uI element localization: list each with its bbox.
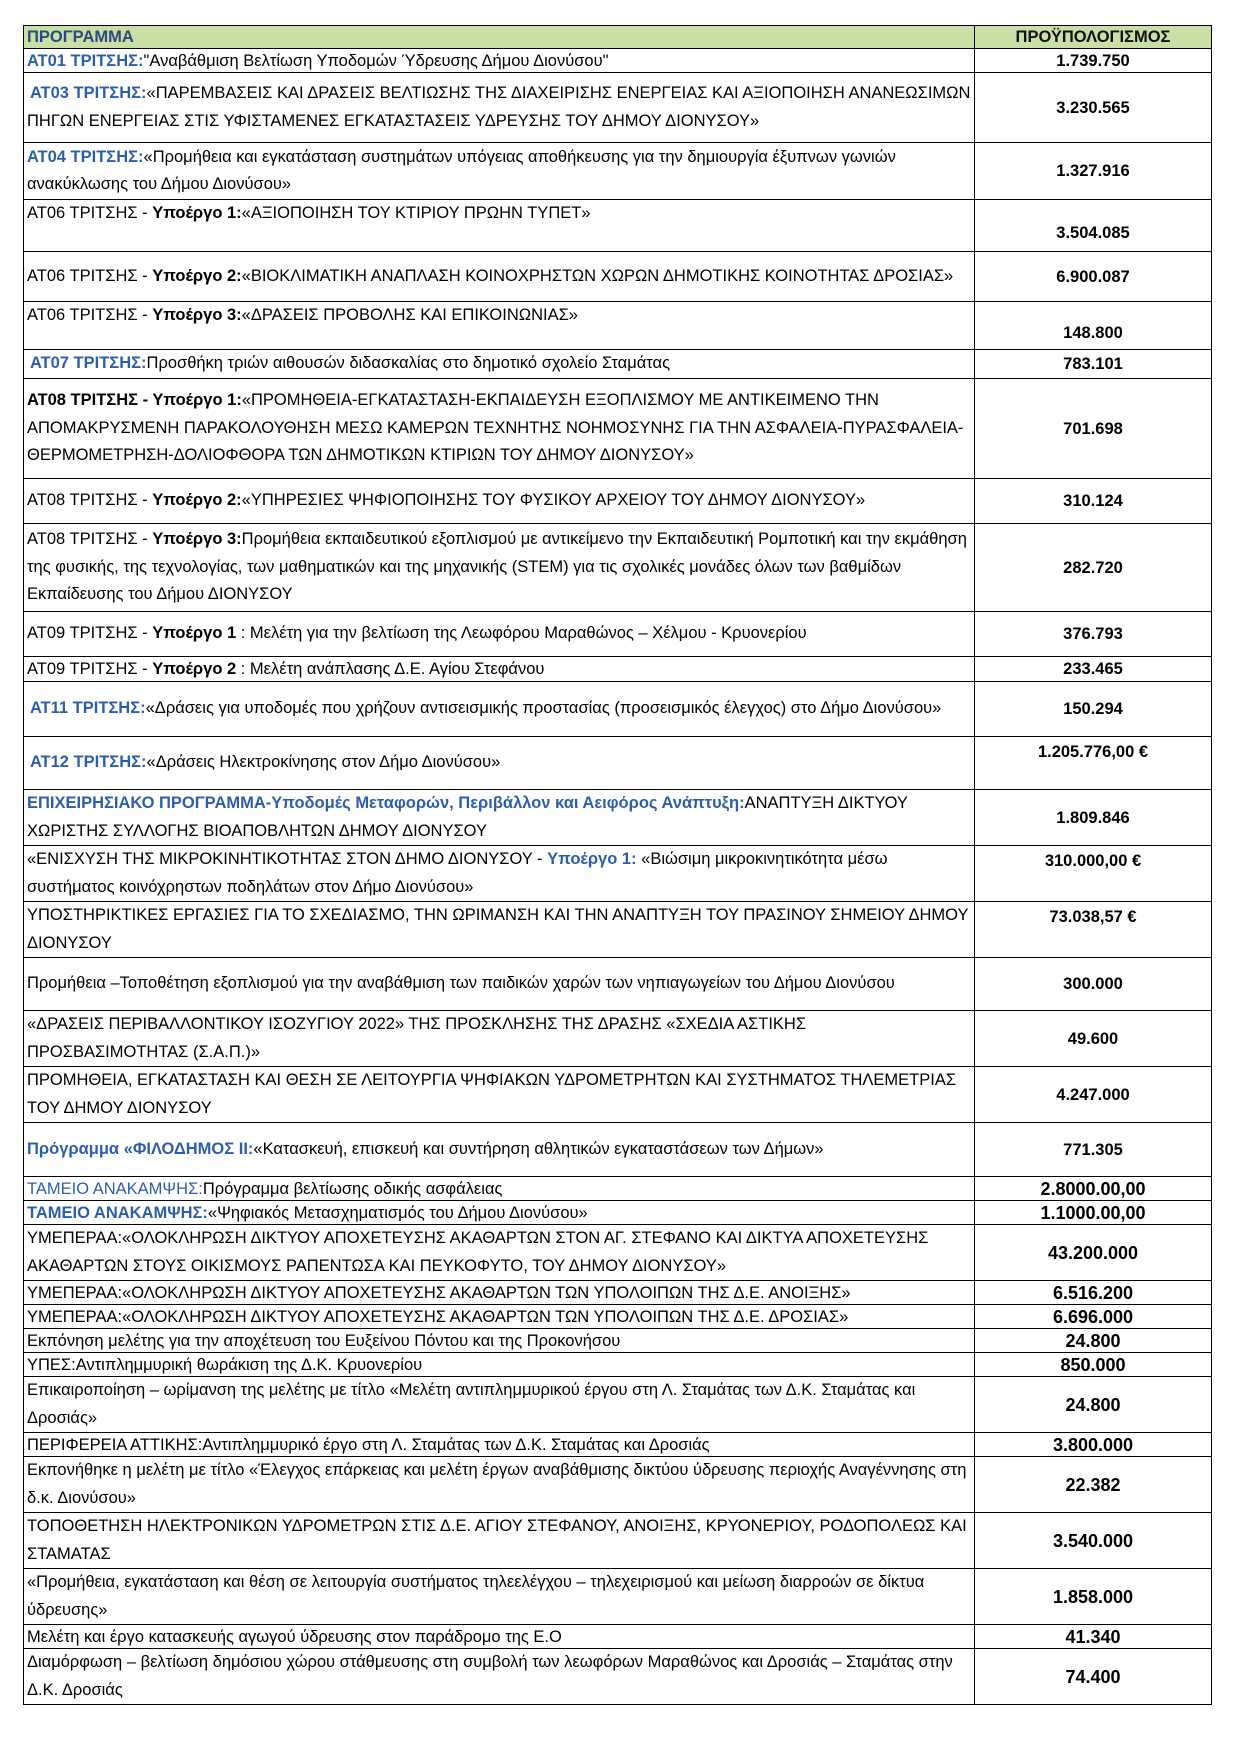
program-cell xyxy=(24,1201,975,1225)
budget-cell: 233.465 xyxy=(975,657,1212,682)
subproject-label: Υποέργο 3: xyxy=(152,306,242,324)
table-row xyxy=(24,1329,1212,1353)
budget-cell: 6.516.200 xyxy=(975,1281,1212,1305)
table-row xyxy=(24,1067,1212,1123)
table-row xyxy=(24,252,1212,302)
program-cell: ΠΕΡΙΦΕΡΕΙΑ ΑΤΤΙΚΗΣ:Αντιπλημμυρικό έργο στη Λ. Σταμάτας των Δ.Κ. Σταμάτας και Δροσιάς xyxy=(24,1433,975,1457)
program-cell xyxy=(24,612,975,657)
program-text: Προσθήκη τριών αιθουσών διδασκαλίας στο δημοτικό σχολείο Σταμάτας xyxy=(146,354,671,373)
program-text: «ΠΑΡΕΜΒΑΣΕΙΣ ΚΑΙ ΔΡΑΣΕΙΣ ΒΕΛΤΙΩΣΗΣ ΤΗΣ ΔΙΑΧΕΙΡΙΣΗΣ ΕΝΕΡΓΕΙΑΣ ΚΑΙ ΑΞΙΟΠΟΙΗΣΗ ΑΝΑΝΕΩΣΙΜΩΝ ΠΗΓΩΝ ΕΝΕΡΓΕΙΑΣ ΣΤΙΣ ΥΦΙΣΤΑΜΕΝΕΣ ΕΓΚΑΤΑΣΤΑΣΕΙΣ ΥΔΡΕΥΣΗΣ ΤΟΥ ΔΗΜΟΥ ΔΙΟΝΥΣΟΥ» xyxy=(27,84,971,130)
table-row xyxy=(24,1513,1212,1569)
program-code: ΤΑΜΕΙΟ ΑΝΑΚΑΜΨΗΣ: xyxy=(27,1203,208,1222)
program-cell xyxy=(24,200,975,252)
budget-cell: 310.124 xyxy=(975,479,1212,524)
program-text: : Μελέτη για την βελτίωση της Λεωφόρου Μαραθώνος – Χέλμου - Κρυονερίου xyxy=(236,624,807,643)
program-code: ΑΤ01 ΤΡΙΤΣΗΣ: xyxy=(27,51,144,70)
table-row xyxy=(24,1201,1212,1225)
table-row xyxy=(24,1123,1212,1177)
program-text: ΑΝΑΠΤΥΞΗ ΔΙΚΤΥΟΥ ΧΩΡΙΣΤΗΣ ΣΥΛΛΟΓΗΣ ΒΙΟΑΠΟΒΛΗΤΩΝ ΔΗΜΟΥ ΔΙΟΝΥΣΟΥ xyxy=(27,794,908,840)
budget-cell: 2.8000.00,00 xyxy=(975,1177,1212,1201)
program-cell xyxy=(24,350,975,379)
program-cell xyxy=(24,302,975,350)
program-prefix: ΑΤ09 ΤΡΙΤΣΗΣ - xyxy=(27,624,153,643)
budget-cell: 148.800 xyxy=(975,302,1212,350)
subproject-label: Υποέργο 1: xyxy=(547,850,637,868)
header-budget: ΠΡΟΫΠΟΛΟΓΙΣΜΟΣ xyxy=(975,26,1212,49)
program-text: «Δράσεις Ηλεκτροκίνησης στον Δήμο Διονύσου» xyxy=(146,753,501,772)
table-row xyxy=(24,1649,1212,1705)
program-text: «ΔΡΑΣΕΙΣ ΠΡΟΒΟΛΗΣ ΚΑΙ ΕΠΙΚΟΙΝΩΝΙΑΣ» xyxy=(241,306,578,324)
table-row xyxy=(24,1281,1212,1305)
program-text: «Ψηφιακός Μετασχηματισμός του Δήμου Διονύσου» xyxy=(207,1203,588,1222)
table-row xyxy=(24,1305,1212,1329)
program-cell: «ΔΡΑΣΕΙΣ ΠΕΡΙΒΑΛΛΟΝΤΙΚΟΥ ΙΣΟΖΥΓΙΟΥ 2022» ΤΗΣ ΠΡΟΣΚΛΗΣΗΣ ΤΗΣ ΔΡΑΣΗΣ «ΣΧΕΔΙΑ ΑΣΤΙΚΗΣ ΠΡΟΣΒΑΣΙΜΟΤΗΤΑΣ (Σ.Α.Π.)» xyxy=(24,1011,975,1067)
program-cell xyxy=(24,524,975,612)
budget-cell: 73.038,57 € xyxy=(975,902,1212,958)
program-text: «ΑΞΙΟΠΟΙΗΣΗ ΤΟΥ ΚΤΙΡΙΟΥ ΠΡΩΗΝ ΤΥΠΕΤ» xyxy=(241,204,591,222)
program-code: ΑΤ12 ΤΡΙΤΣΗΣ: xyxy=(30,753,147,772)
budget-cell: 43.200.000 xyxy=(975,1225,1212,1281)
table-row xyxy=(24,682,1212,737)
program-code: Πρόγραμμα «ΦΙΛΟΔΗΜΟΣ ΙΙ: xyxy=(27,1139,254,1158)
program-prefix: «ΕΝΙΣΧΥΣΗ ΤΗΣ ΜΙΚΡΟΚΙΝΗΤΙΚΟΤΗΤΑΣ ΣΤΟΝ ΔΗΜΟ ΔΙΟΝΥΣΟΥ - xyxy=(27,850,548,868)
program-cell xyxy=(24,1123,975,1177)
program-cell: ΥΜΕΠΕΡΑΑ:«ΟΛΟΚΛΗΡΩΣΗ ΔΙΚΤΥΟΥ ΑΠΟΧΕΤΕΥΣΗΣ ΑΚΑΘΑΡΤΩΝ ΣΤΟΝ ΑΓ. ΣΤΕΦΑΝΟ ΚΑΙ ΔΙΚΤΥΑ ΑΠΟΧΕΤΕΥΣΗΣ ΑΚΑΘΑΡΤΩΝ ΣΤΟΥΣ ΟΙΚΙΣΜΟΥΣ ΡΑΠΕΝΤΩΣΑ ΚΑΙ ΠΕΥΚΟΦΥΤΟ, ΤΟΥ ΔΗΜΟΥ ΔΙΟΝΥΣΟΥ» xyxy=(24,1225,975,1281)
program-cell: ΥΜΕΠΕΡΑΑ:«ΟΛΟΚΛΗΡΩΣΗ ΔΙΚΤΥΟΥ ΑΠΟΧΕΤΕΥΣΗΣ ΑΚΑΘΑΡΤΩΝ ΤΩΝ ΥΠΟΛΟΙΠΩΝ ΤΗΣ Δ.Ε. ΑΝΟΙΞΗΣ» xyxy=(24,1281,975,1305)
budget-cell: 1.809.846 xyxy=(975,790,1212,846)
program-cell: Εκπόνηση μελέτης για την αποχέτευση του Ευξείνου Πόντου και της Προκονήσου xyxy=(24,1329,975,1353)
budget-cell: 783.101 xyxy=(975,350,1212,379)
program-text: «ΒΙΟΚΛΙΜΑΤΙΚΗ ΑΝΑΠΛΑΣΗ ΚΟΙΝΟΧΡΗΣΤΩΝ ΧΩΡΩΝ ΔΗΜΟΤΙΚΗΣ ΚΟΙΝΟΤΗΤΑΣ ΔΡΟΣΙΑΣ» xyxy=(241,266,954,285)
program-cell xyxy=(24,790,975,846)
table-row xyxy=(24,1457,1212,1513)
table-row xyxy=(24,846,1212,902)
program-prefix: ΑΤ09 ΤΡΙΤΣΗΣ - xyxy=(27,660,153,678)
budget-cell: 74.400 xyxy=(975,1649,1212,1705)
subproject-label: Υποέργο 2: xyxy=(152,266,242,285)
table-row xyxy=(24,302,1212,350)
program-cell: Εκπονήθηκε η μελέτη με τίτλο «Έλεγχος επάρκειας και μελέτη έργων αναβάθμισης δικτύου ύδρευσης περιοχής Αναγέννησης στη δ.κ. Διονύσου» xyxy=(24,1457,975,1513)
budget-cell: 49.600 xyxy=(975,1011,1212,1067)
table-row xyxy=(24,1625,1212,1649)
program-text: «Προμήθεια και εγκατάσταση συστημάτων υπόγειας αποθήκευσης για την δημιουργία έξυπνων γωνιών ανακύκλωσης του Δήμου Διονύσου» xyxy=(27,147,896,193)
program-code: ΑΤ04 ΤΡΙΤΣΗΣ: xyxy=(27,147,144,166)
budget-cell: 1.327.916 xyxy=(975,143,1212,200)
budget-cell: 376.793 xyxy=(975,612,1212,657)
program-cell: ΥΠΕΣ:Αντιπλημμυρική θωράκιση της Δ.Κ. Κρυονερίου xyxy=(24,1353,975,1377)
program-cell xyxy=(24,49,975,73)
budget-cell: 3.540.000 xyxy=(975,1513,1212,1569)
program-text: «ΠΡΟΜΗΘΕΙΑ-ΕΓΚΑΤΑΣΤΑΣΗ-ΕΚΠΑΙΔΕΥΣΗ ΕΞΟΠΛΙΣΜΟΥ ΜΕ ΑΝΤΙΚΕΙΜΕΝΟ ΤΗΝ ΑΠΟΜΑΚΡΥΣΜΕΝΗ ΠΑΡΑΚΟΛΟΥΘΗΣΗ ΜΕΣΩ ΚΑΜΕΡΩΝ ΤΕΧΝΗΤΗΣ ΝΟΗΜΟΣΥΝΗΣ ΓΙΑ ΤΗΝ ΑΣΦΑΛΕΙΑ-ΠΥΡΑΣΦΑΛΕΙΑ-ΘΕΡΜΟΜΕΤΡΗΣΗ-ΔΟΛΙΟΦΘΟΡΑ ΤΩΝ ΔΗΜΟΤΙΚΩΝ ΚΤΙΡΙΩΝ ΤΟΥ ΔΗΜΟΥ ΔΙΟΝΥΣΟΥ» xyxy=(27,391,964,465)
program-cell: ΥΠΟΣΤΗΡΙΚΤΙΚΕΣ ΕΡΓΑΣΙΕΣ ΓΙΑ ΤΟ ΣΧΕΔΙΑΣΜΟ, ΤΗΝ ΩΡΙΜΑΝΣΗ ΚΑΙ ΤΗΝ ΑΝΑΠΤΥΞΗ ΤΟΥ ΠΡΑΣΙΝΟΥ ΣΗΜΕΙΟΥ ΔΗΜΟΥ ΔΙΟΝΥΣΟΥ xyxy=(24,902,975,958)
program-cell xyxy=(24,1177,975,1201)
program-cell: Μελέτη και έργο κατασκευής αγωγού ύδρευσης στον παράδρομο της Ε.Ο xyxy=(24,1625,975,1649)
budget-cell: 22.382 xyxy=(975,1457,1212,1513)
subproject-label: Υποέργο 2 xyxy=(152,660,237,678)
program-cell xyxy=(24,73,975,143)
program-prefix: ΑΤ08 ΤΡΙΤΣΗΣ - xyxy=(27,491,153,510)
program-cell xyxy=(24,737,975,790)
header-program: ΠΡΟΓΡΑΜΜΑ xyxy=(24,26,975,49)
table-row xyxy=(24,350,1212,379)
program-text: : Μελέτη ανάπλασης Δ.Ε. Αγίου Στεφάνου xyxy=(236,660,545,678)
program-cell: «Προμήθεια, εγκατάσταση και θέση σε λειτουργία συστήματος τηλεελέγχου – τηλεχειρισμού και μείωση διαρροών σε δίκτυα ύδρευσης» xyxy=(24,1569,975,1625)
budget-table xyxy=(23,25,1212,1705)
budget-cell: 150.294 xyxy=(975,682,1212,737)
table-row xyxy=(24,1225,1212,1281)
program-cell xyxy=(24,657,975,682)
budget-cell: 1.858.000 xyxy=(975,1569,1212,1625)
program-cell xyxy=(24,682,975,737)
program-text: "Αναβάθμιση Βελτίωση Υποδομών Ύδρευσης Δήμου Διονύσου" xyxy=(143,51,609,70)
program-code: ΑΤ03 ΤΡΙΤΣΗΣ: xyxy=(30,84,147,102)
program-code: ΑΤ08 ΤΡΙΤΣΗΣ - Υποέργο 1: xyxy=(27,391,242,410)
program-cell: Επικαιροποίηση – ωρίμανση της μελέτης με τίτλο «Μελέτη αντιπλημμυρικού έργου στη Λ. Σταμάτας των Δ.Κ. Σταμάτας και Δροσιάς» xyxy=(24,1377,975,1433)
program-cell: Διαμόρφωση – βελτίωση δημόσιου χώρου στάθμευσης στη συμβολή των λεωφόρων Μαραθώνος και Δροσιάς – Σταμάτας στην Δ.Κ. Δροσιάς xyxy=(24,1649,975,1705)
program-cell: ΥΜΕΠΕΡΑΑ:«ΟΛΟΚΛΗΡΩΣΗ ΔΙΚΤΥΟΥ ΑΠΟΧΕΤΕΥΣΗΣ ΑΚΑΘΑΡΤΩΝ ΤΩΝ ΥΠΟΛΟΙΠΩΝ ΤΗΣ Δ.Ε. ΔΡΟΣΙΑΣ» xyxy=(24,1305,975,1329)
table-row xyxy=(24,200,1212,252)
program-text: «Δράσεις για υποδομές που χρήζουν αντισεισμικής προστασίας (προσεισμικός έλεγχος) στο Δήμο Διονύσου» xyxy=(145,699,942,718)
budget-cell: 1.739.750 xyxy=(975,49,1212,73)
table-row xyxy=(24,790,1212,846)
table-header xyxy=(24,26,1212,49)
program-prefix: ΑΤ06 ΤΡΙΤΣΗΣ - xyxy=(27,204,153,222)
table-row xyxy=(24,1377,1212,1433)
program-cell xyxy=(24,143,975,200)
program-cell: ΤΟΠΟΘΕΤΗΣΗ ΗΛΕΚΤΡΟΝΙΚΩΝ ΥΔΡΟΜΕΤΡΩΝ ΣΤΙΣ Δ.Ε. ΑΓΙΟΥ ΣΤΕΦΑΝΟΥ, ΑΝΟΙΞΗΣ, ΚΡΥΟΝΕΡΙΟΥ, ΡΟΔΟΠΟΛΕΩΣ ΚΑΙ ΣΤΑΜΑΤΑΣ xyxy=(24,1513,975,1569)
program-code: ΑΤ11 ΤΡΙΤΣΗΣ: xyxy=(30,699,146,718)
budget-cell: 300.000 xyxy=(975,958,1212,1011)
program-prefix: ΑΤ06 ΤΡΙΤΣΗΣ - xyxy=(27,266,153,285)
subproject-label: Υποέργο 2: xyxy=(152,491,242,510)
table-row xyxy=(24,479,1212,524)
program-text: «Βιώσιμη μικροκινητικότητα μέσω συστήματος κοινόχρηστων ποδηλάτων στον Δήμο Διονύσου» xyxy=(27,850,888,896)
budget-cell: 3.504.085 xyxy=(975,200,1212,252)
budget-cell: 4.247.000 xyxy=(975,1067,1212,1123)
table-row xyxy=(24,902,1212,958)
table-row xyxy=(24,73,1212,143)
table-row xyxy=(24,49,1212,73)
budget-cell: 1.205.776,00 € xyxy=(975,737,1212,790)
program-text: Προμήθεια εκπαιδευτικού εξοπλισμού με αντικείμενο την Εκπαιδευτική Ρομποτική και την εκμάθηση της φυσικής, της τεχνολογίας, των μαθηματικών και της μηχανικής (STEM) για τις σχολικές μονάδες όλων των βαθμίδων Εκπαίδευσης του Δήμου ΔΙΟΝΥΣΟΥ xyxy=(27,530,967,604)
program-code: ΕΠΙΧΕΙΡΗΣΙΑΚΟ ΠΡΟΓΡΑΜΜΑ-Υποδομές Μεταφορών, Περιβάλλον και Αειφόρος Ανάπτυξη: xyxy=(27,794,745,812)
table-row xyxy=(24,958,1212,1011)
program-prefix: ΑΤ06 ΤΡΙΤΣΗΣ - xyxy=(27,306,153,324)
budget-cell: 24.800 xyxy=(975,1377,1212,1433)
table-row xyxy=(24,524,1212,612)
table-row xyxy=(24,379,1212,479)
program-text: «ΥΠΗΡΕΣΙΕΣ ΨΗΦΙΟΠΟΙΗΣΗΣ ΤΟΥ ΦΥΣΙΚΟΥ ΑΡΧΕΙΟΥ ΤΟΥ ΔΗΜΟΥ ΔΙΟΝΥΣΟΥ» xyxy=(241,491,866,510)
budget-sheet xyxy=(23,25,1211,1705)
budget-cell: 850.000 xyxy=(975,1353,1212,1377)
program-cell: Προμήθεια –Τοποθέτηση εξοπλισμού για την αναβάθμιση των παιδικών χαρών των νηπιαγωγείων του Δήμου Διονύσου xyxy=(24,958,975,1011)
budget-cell: 1.1000.00,00 xyxy=(975,1201,1212,1225)
table-row xyxy=(24,143,1212,200)
program-cell: ΠΡΟΜΗΘΕΙΑ, ΕΓΚΑΤΑΣΤΑΣΗ ΚΑΙ ΘΕΣΗ ΣΕ ΛΕΙΤΟΥΡΓΙΑ ΨΗΦΙΑΚΩΝ ΥΔΡΟΜΕΤΡΗΤΩΝ ΚΑΙ ΣΥΣΤΗΜΑΤΟΣ ΤΗΛΕΜΕΤΡΙΑΣ ΤΟΥ ΔΗΜΟΥ ΔΙΟΝΥΣΟΥ xyxy=(24,1067,975,1123)
program-text: Πρόγραμμα βελτίωσης οδικής ασφάλειας xyxy=(202,1179,503,1198)
table-row xyxy=(24,1433,1212,1457)
table-row xyxy=(24,1353,1212,1377)
subproject-label: Υποέργο 1 xyxy=(152,624,237,643)
budget-cell: 6.696.000 xyxy=(975,1305,1212,1329)
subproject-label: Υποέργο 1: xyxy=(152,204,242,222)
program-prefix: ΑΤ08 ΤΡΙΤΣΗΣ - xyxy=(27,530,153,549)
budget-cell: 310.000,00 € xyxy=(975,846,1212,902)
program-cell xyxy=(24,252,975,302)
program-cell xyxy=(24,846,975,902)
program-text: «Κατασκευή, επισκευή και συντήρηση αθλητικών εγκαταστάσεων των Δήμων» xyxy=(253,1139,824,1158)
table-row xyxy=(24,612,1212,657)
budget-cell: 3.800.000 xyxy=(975,1433,1212,1457)
budget-cell: 6.900.087 xyxy=(975,252,1212,302)
budget-cell: 3.230.565 xyxy=(975,73,1212,143)
subproject-label: Υποέργο 3: xyxy=(152,530,242,549)
budget-cell: 41.340 xyxy=(975,1625,1212,1649)
table-row xyxy=(24,1177,1212,1201)
budget-cell: 282.720 xyxy=(975,524,1212,612)
table-row xyxy=(24,737,1212,790)
table-row xyxy=(24,657,1212,682)
program-cell xyxy=(24,379,975,479)
budget-cell: 24.800 xyxy=(975,1329,1212,1353)
budget-cell: 771.305 xyxy=(975,1123,1212,1177)
table-row xyxy=(24,1011,1212,1067)
program-cell xyxy=(24,479,975,524)
program-code: ΤΑΜΕΙΟ ΑΝΑΚΑΜΨΗΣ: xyxy=(27,1179,203,1198)
budget-cell: 701.698 xyxy=(975,379,1212,479)
table-row xyxy=(24,1569,1212,1625)
program-code: ΑΤ07 ΤΡΙΤΣΗΣ: xyxy=(30,354,147,373)
